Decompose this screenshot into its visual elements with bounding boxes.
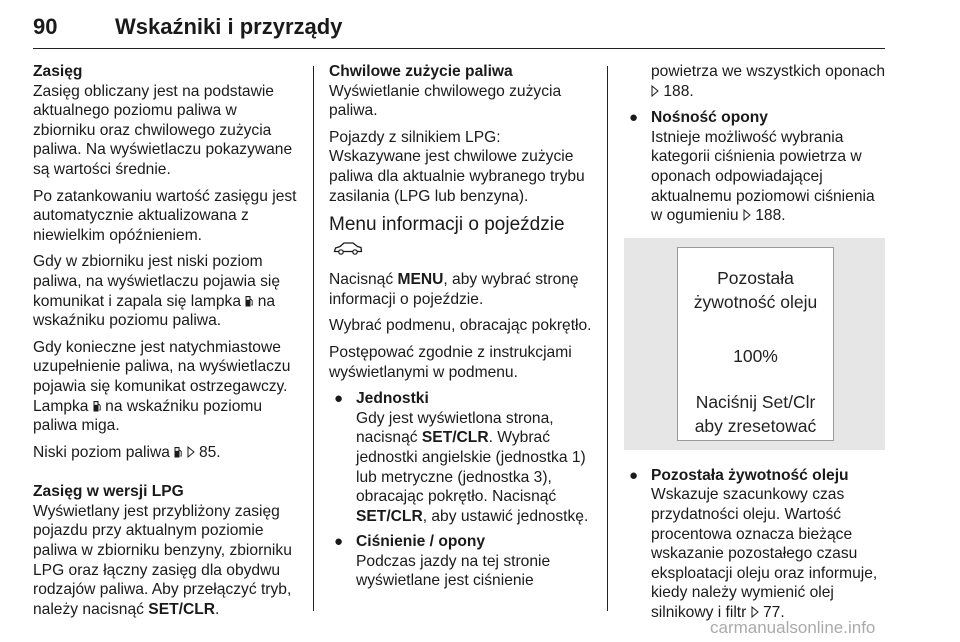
bullet-dot: ● xyxy=(334,390,344,408)
paragraph: Wyświetlanie chwilowego zużycia paliwa. xyxy=(329,82,562,120)
paragraph: Gdy w zbiorniku jest niski poziom paliwa, na wyświetlaczu pojawia się komunikat i zapala się lampka na wskaźniku poziomu paliwa. xyxy=(33,253,281,330)
paragraph: powietrza we wszystkich oponach 188. xyxy=(651,63,886,100)
bullet-item-cisnienie: ● Ciśnienie / opony Podczas jazdy na tej stronie wyświetlane jest ciśnienie xyxy=(334,533,551,590)
page-reference-arrow-icon xyxy=(751,606,759,618)
bullet-item-jednostki: ● Jednostki Gdy jest wyświetlona strona, nacisnąć SET/CLR. Wybrać jednostki angielskie (jednostka 1) lub metryczne (jednostka 3), obracając pokrętło. Nacisnąć SET/CLR, aby ustawić jednostkę. xyxy=(334,390,589,525)
section-heading-zasieg: Zasięg xyxy=(33,63,83,80)
watermark: carmanualsonline.info xyxy=(710,618,876,637)
display-line: żywotność oleju xyxy=(693,291,818,312)
paragraph: Pojazdy z silnikiem LPG: Wskazywane jest chwilowe zużycie paliwa dla aktualnie wybranego trybu zasilania (LPG lub benzyna). xyxy=(329,128,585,205)
paragraph: Gdy konieczne jest natychmiastowe uzupełnienie paliwa, na wyświetlaczu pojawia się komunikat ostrzegawczy. Lampka na wskaźniku poziomu paliwa miga. xyxy=(33,338,291,435)
display-line: Naciśnij Set/Clr xyxy=(695,391,816,412)
fuel-pump-icon xyxy=(93,400,101,412)
bullet-item-nosnosc-opony: ● Nośność opony Istnieje możliwość wybrania kategorii ciśnienia powietrza w oponach odpowiadającej aktualnemu poziomowi ciśnienia w ogumieniu 188. xyxy=(629,109,875,225)
paragraph: Wybrać podmenu, obracając pokrętło. xyxy=(329,317,592,335)
fuel-pump-icon xyxy=(174,446,182,458)
column-2 xyxy=(329,62,594,595)
section-heading-chwilowe-zuzycie: Chwilowe zużycie paliwa xyxy=(329,63,513,80)
column-1 xyxy=(33,62,301,626)
oil-life-display-illustration xyxy=(624,238,885,450)
section-heading-zasieg-lpg: Zasięg w wersji LPG xyxy=(33,483,184,501)
display-percentage: 100% xyxy=(733,345,778,366)
display-screen xyxy=(677,247,834,441)
paragraph: Niski poziom paliwa 85. xyxy=(33,443,221,461)
paragraph: Postępować zgodnie z instrukcjami wyświetlanymi w podmenu. xyxy=(329,343,572,381)
bullet-dot: ● xyxy=(629,466,639,484)
page-number: 90 xyxy=(33,14,58,39)
page-reference-arrow-icon xyxy=(187,446,195,458)
chapter-title: Wskaźniki i przyrządy xyxy=(115,14,343,39)
page-reference-arrow-icon xyxy=(743,209,751,221)
bullet-dot: ● xyxy=(629,109,639,127)
column-divider xyxy=(607,66,608,611)
page-header xyxy=(33,8,885,49)
page-reference-arrow-icon xyxy=(651,85,659,97)
bullet-item-zywotnosc-oleju: ● Pozostała żywotność oleju Wskazuje szacunkowy czas przydatności oleju. Wartość procentowa oznacza bieżące wskazanie pozostałego czasu eksploatacji oleju oraz informuje, kiedy należy wymienić olej silnikowy i filtr 77. xyxy=(629,466,878,621)
column-3 xyxy=(624,62,889,627)
paragraph: Po zatankowaniu wartość zasięgu jest automatycznie aktualizowana z niewielkim opóźnieniem. xyxy=(33,187,297,244)
car-icon xyxy=(333,241,363,255)
column-divider xyxy=(313,66,314,611)
paragraph: Nacisnąć MENU, aby wybrać stronę informacji o pojeździe. xyxy=(329,271,579,308)
bullet-dot: ● xyxy=(334,533,344,551)
section-title-menu-informacji: Menu informacji o pojeździe xyxy=(329,213,594,261)
display-line: Pozostała xyxy=(717,267,794,288)
display-line: aby zresetować xyxy=(694,415,817,436)
paragraph: Zasięg obliczany jest na podstawie aktualnego poziomu paliwa w zbiorniku oraz chwilowego zużycia paliwa. Na wyświetlaczu pokazywane są wartości średnie. xyxy=(33,82,293,178)
paragraph: Wyświetlany jest przybliżony zasięg pojazdu przy aktualnym poziomie paliwa w zbiorniku benzyny, zbiorniku LPG oraz łączny zasięg dla obydwu rodzajów paliwa. Aby przełączyć tryb, należy nacisnąć SET/CLR. xyxy=(33,502,292,618)
